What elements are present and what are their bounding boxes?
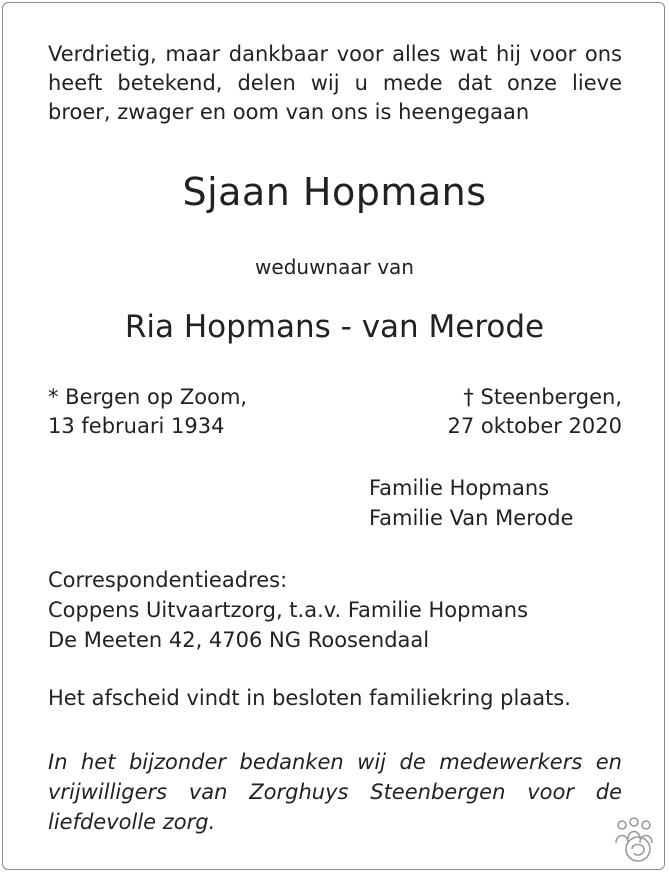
correspondence-line-2: De Meeten 42, 4706 NG Roosendaal [48,628,430,652]
death-place: † Steenbergen, [463,385,622,409]
family-circle-logo-icon [608,815,658,865]
thanks-note: In het bijzonder bedanken wij de medewerkers en vrijwilligers van Zorghuys Steenbergen voor de liefdevolle zorg. [48,750,622,834]
death-info [448,383,623,441]
intro-text: Verdrietig, maar dankbaar voor alles wat hij voor ons heeft betekend, delen wij u mede dat onze lieve broer, zwager en oom van ons is heengegaan [48,42,622,124]
correspondence-line-1: Coppens Uitvaartzorg, t.a.v. Familie Hopmans [48,598,529,622]
birth-info [48,383,247,441]
family-signatures [369,473,573,533]
spouse-name: Ria Hopmans - van Merode [124,309,545,345]
birth-place: * Bergen op Zoom, [48,385,248,409]
deceased-name: Sjaan Hopmans [182,170,487,214]
correspondence-address [48,565,528,655]
birth-date: 13 februari 1934 [48,414,225,438]
family-name: Familie Van Merode [369,506,574,530]
farewell-note: Het afscheid vindt in besloten familiekring plaats. [48,686,571,710]
family-name: Familie Hopmans [369,476,550,500]
correspondence-label: Correspondentieadres: [48,568,288,592]
death-date: 27 oktober 2020 [447,414,622,438]
relation-label: weduwnaar van [255,255,414,279]
